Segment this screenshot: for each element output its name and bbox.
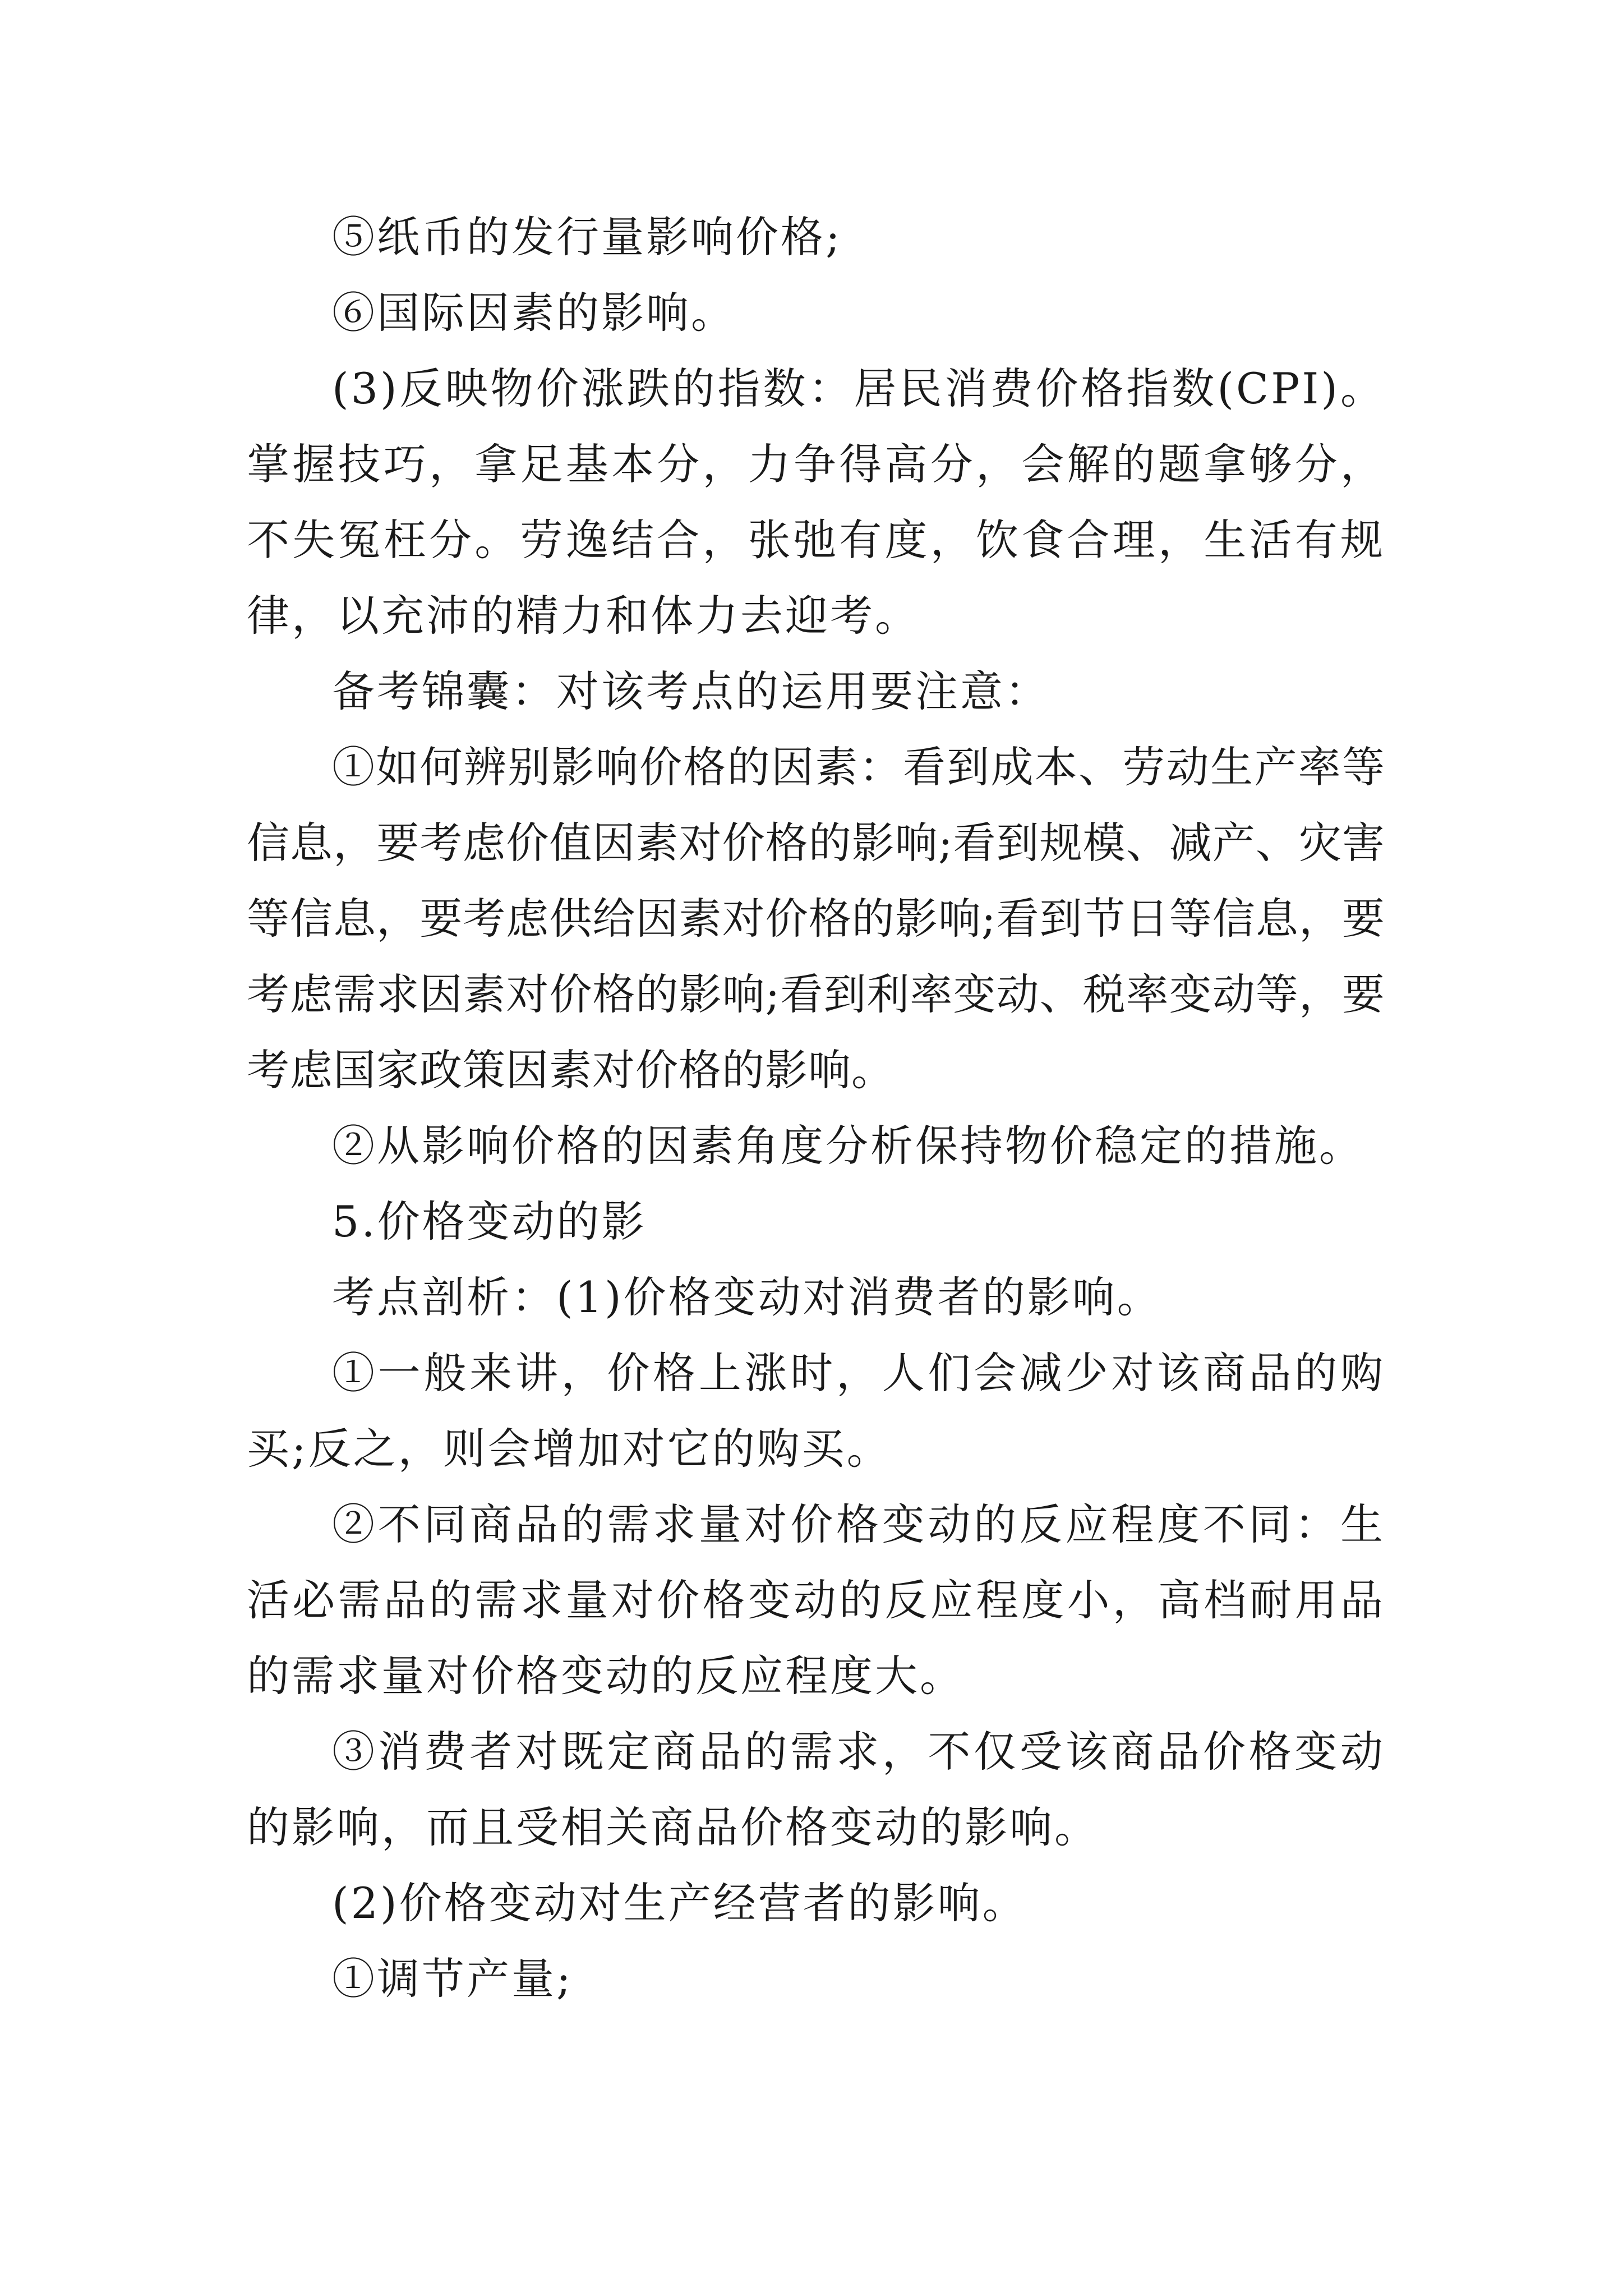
paragraph-12: (2)价格变动对生产经营者的影响。 — [332, 1878, 1027, 1928]
paragraph-2: ⑥国际因素的影响。 — [332, 288, 736, 338]
paragraph-13: ①调节产量; — [332, 1954, 573, 2004]
paragraph-1: ⑤纸币的发行量影响价格; — [332, 212, 842, 262]
paragraph-5: ①如何辨别影响价格的因素：看到成本、劳动生产率等信息，要考虑价值因素对价格的影响;看到规模、减产、灾害等信息，要考虑供给因素对价格的影响;看到节日等信息，要考虑需求因素对价格的影响;看到利率变动、税率变动等，要考虑国家政策因素对价格的影响。 — [247, 742, 1385, 1095]
document-body — [247, 199, 1385, 2017]
paragraph-9: ①一般来讲，价格上涨时，人们会减少对该商品的购买;反之，则会增加对它的购买。 — [247, 1348, 1385, 1474]
paragraph-3: (3)反映物价涨跌的指数：居民消费价格指数(CPI)。掌握技巧，拿足基本分，力争得高分，会解的题拿够分，不失冤枉分。劳逸结合，张弛有度，饮食合理，生活有规律，以充沛的精力和体力去迎考。 — [247, 364, 1385, 641]
paragraph-6: ②从影响价格的因素角度分析保持物价稳定的措施。 — [332, 1121, 1364, 1171]
paragraph-11: ③消费者对既定商品的需求，不仅受该商品价格变动的影响，而且受相关商品价格变动的影响。 — [247, 1727, 1385, 1852]
paragraph-10: ②不同商品的需求量对价格变动的反应程度不同：生活必需品的需求量对价格变动的反应程度小，高档耐用品的需求量对价格变动的反应程度大。 — [247, 1499, 1385, 1701]
section-heading: 5.价格变动的影 — [332, 1197, 647, 1246]
paragraph-8: 考点剖析：(1)价格变动对消费者的影响。 — [332, 1272, 1162, 1322]
paragraph-4: 备考锦囊：对该考点的运用要注意： — [332, 666, 1050, 716]
